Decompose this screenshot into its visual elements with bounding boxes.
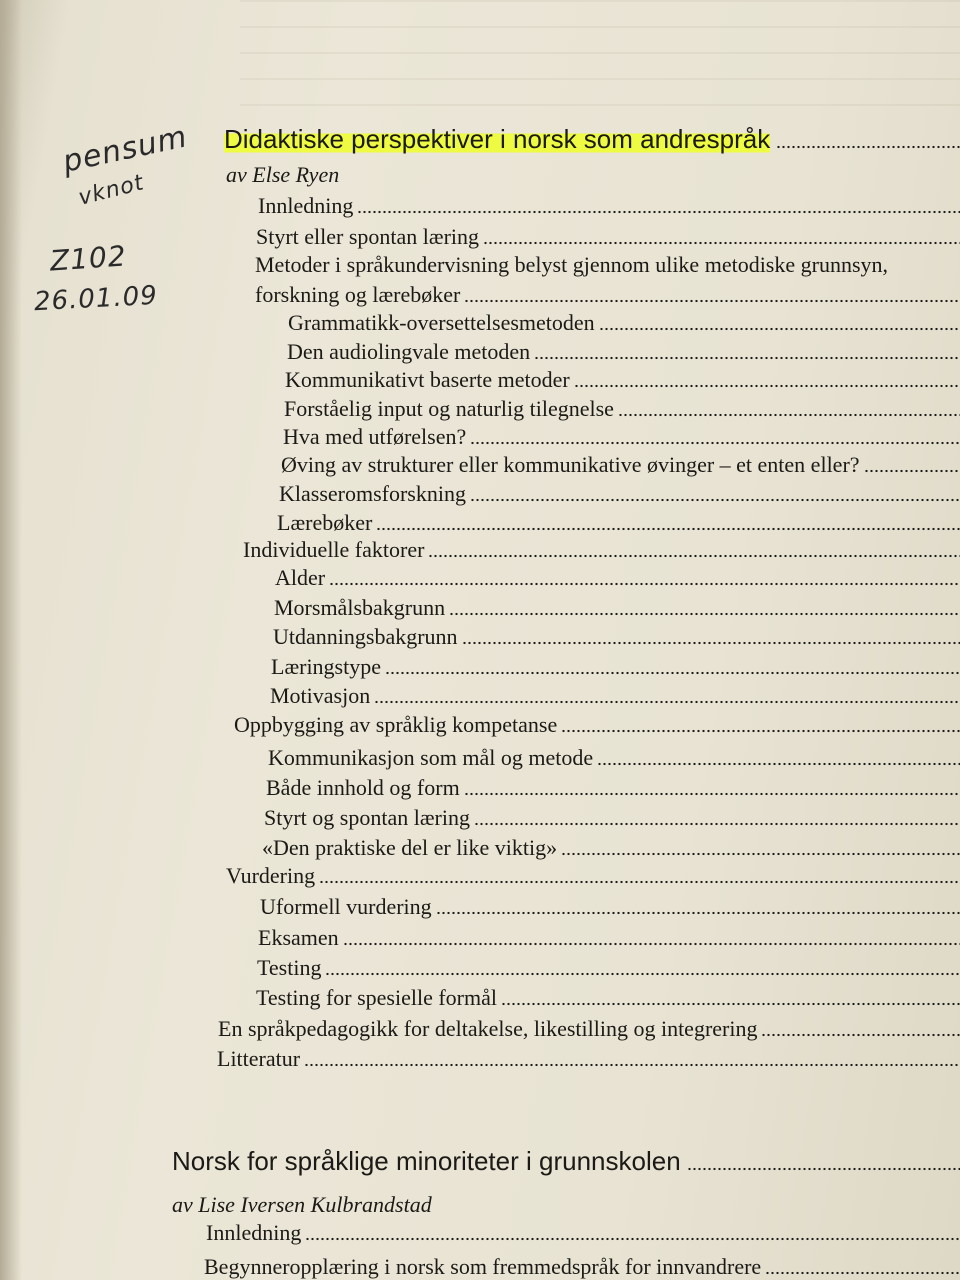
toc-entry: [206, 1220, 960, 1246]
toc-entry: [258, 193, 960, 219]
toc-entry-label: Lærebøker: [277, 510, 373, 535]
toc-entry-label: Styrt og spontan læring: [264, 805, 470, 830]
toc-entry: [287, 339, 960, 365]
dot-leader: [449, 612, 960, 616]
dot-leader: [428, 554, 960, 558]
toc-entry: [217, 1046, 960, 1072]
toc-entry-label: Grammatikk-oversettelsesmetoden: [288, 310, 595, 335]
chapter-title: [224, 124, 960, 155]
dot-leader: [385, 671, 960, 675]
dot-leader: [376, 527, 960, 531]
dot-leader: [776, 145, 960, 149]
toc-entry-label: Kommunikativt baserte metoder: [285, 367, 570, 392]
dot-leader: [864, 469, 960, 473]
toc-entry-label: Vurdering: [226, 863, 316, 888]
toc-entry-label: Begynneropplæring i norsk som fremmedspråk for innvandrere: [204, 1254, 762, 1279]
dot-leader: [574, 384, 960, 388]
chapter-title: [172, 1146, 960, 1177]
dot-leader: [561, 729, 960, 733]
toc-entry: [243, 537, 960, 563]
dot-leader: [325, 972, 960, 976]
dot-leader: [305, 1237, 960, 1241]
toc-entry-label: Alder: [275, 565, 326, 590]
dot-leader: [464, 792, 960, 796]
toc-entry-label: Testing: [257, 955, 322, 980]
toc-entry: [279, 481, 960, 507]
toc-entry-label: Styrt eller spontan læring: [256, 224, 480, 249]
dot-leader: [483, 241, 960, 245]
toc-entry: [273, 624, 960, 650]
toc-entry-label: Hva med utførelsen?: [283, 424, 467, 449]
toc-entry: [226, 863, 960, 889]
handwritten-note-pensum: pensum: [59, 119, 191, 180]
dot-leader: [470, 498, 960, 502]
toc-entry: [284, 396, 960, 422]
toc-entry-label: Utdanningsbakgrunn: [273, 624, 458, 649]
toc-entry-label: Metoder i språkundervisning belyst gjennom ulike metodiske grunnsyn,: [255, 252, 889, 277]
dot-leader: [462, 641, 960, 645]
toc-entry-label: Testing for spesielle formål: [256, 985, 498, 1010]
dot-leader: [597, 762, 960, 766]
toc-entry: [275, 565, 960, 591]
toc-entry: [288, 310, 960, 336]
toc-entry: [285, 367, 960, 393]
toc-entry: [262, 835, 960, 861]
toc-entry-label: «Den praktiske del er like viktig»: [262, 835, 558, 860]
toc-entry-label: forskning og lærebøker: [255, 282, 461, 307]
toc-entry: [277, 510, 960, 536]
toc-entry-label: Klasseromsforskning: [279, 481, 466, 506]
toc-entry-label: Uformell vurdering: [260, 894, 432, 919]
handwritten-note-code: Z102: [48, 239, 128, 278]
dot-leader: [618, 413, 960, 417]
dot-leader: [319, 880, 960, 884]
toc-entry: [234, 712, 960, 738]
dot-leader: [761, 1033, 960, 1037]
chapter-author: av Else Ryen: [226, 162, 340, 187]
toc-entry-label: Morsmålsbakgrunn: [274, 595, 446, 620]
toc-entry-label: Øving av strukturer eller kommunikative øvinger – et enten eller?: [281, 452, 860, 477]
toc-entry: [266, 775, 960, 801]
toc-entry-label: Kommunikasjon som mål og metode: [268, 745, 594, 770]
toc-entry-label: En språkpedagogikk for deltakelse, likestilling og integrering: [218, 1016, 758, 1041]
dot-leader: [304, 1063, 960, 1067]
toc-entry-label: Innledning: [206, 1220, 302, 1245]
toc-entry: [264, 805, 960, 831]
toc-entry: [274, 595, 960, 621]
dot-leader: [464, 299, 960, 303]
toc-entry-label: Oppbygging av språklig kompetanse: [234, 712, 558, 737]
dot-leader: [474, 822, 960, 826]
toc-entry: [268, 745, 960, 771]
toc-entry: [218, 1016, 960, 1042]
toc-entry-label: Motivasjon: [270, 683, 371, 708]
toc-entry-label: Forståelig input og naturlig tilegnelse: [284, 396, 614, 421]
dot-leader: [470, 441, 960, 445]
dot-leader: [561, 852, 960, 856]
handwritten-note-scribble: vknot: [75, 170, 147, 211]
toc-entry-label: Den audiolingvale metoden: [287, 339, 531, 364]
toc-entry: [256, 985, 960, 1011]
dot-leader: [599, 327, 960, 331]
toc-entry: [256, 224, 960, 250]
toc-entry-label: Innledning: [258, 193, 354, 218]
toc-entry: [258, 925, 960, 951]
handwritten-note-date: 26.01.09: [33, 280, 159, 318]
toc-entry-label: Litteratur: [217, 1046, 301, 1071]
toc-entry: [257, 955, 960, 981]
dot-leader: [501, 1002, 960, 1006]
dot-leader: [343, 942, 960, 946]
toc-entry: [255, 252, 960, 278]
dot-leader: [687, 1167, 960, 1171]
toc-entry-label: Eksamen: [258, 925, 339, 950]
chapter-title-text: Norsk for språklige minoriteter i grunnskolen: [172, 1146, 681, 1176]
toc-entry: [260, 894, 960, 920]
chapter-title-text: Didaktiske perspektiver i norsk som andrespråk: [224, 124, 771, 154]
dot-leader: [534, 356, 960, 360]
dot-leader: [374, 700, 960, 704]
toc-entry-label: Læringstype: [271, 654, 381, 679]
chapter-author: av Lise Iversen Kulbrandstad: [172, 1192, 432, 1217]
toc-entry-label: Individuelle faktorer: [243, 537, 425, 562]
dot-leader: [436, 911, 960, 915]
toc-entry: [270, 683, 960, 709]
toc-entry: [255, 282, 960, 308]
toc-entry: [204, 1254, 960, 1280]
toc-entry: [283, 424, 960, 450]
dot-leader: [329, 582, 960, 586]
toc-entry: [271, 654, 960, 680]
toc-entry-label: Både innhold og form: [266, 775, 460, 800]
dot-leader: [765, 1271, 960, 1275]
dot-leader: [357, 210, 960, 214]
toc-entry: [281, 452, 960, 478]
